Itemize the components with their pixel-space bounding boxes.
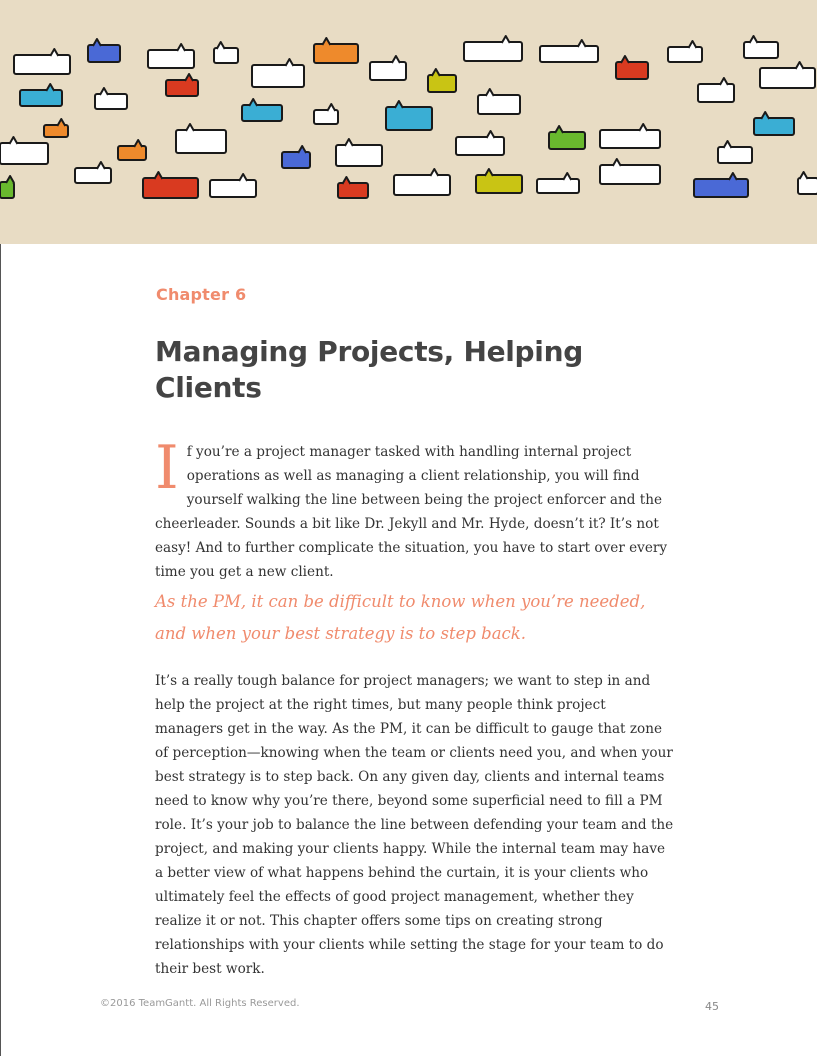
speech-bubble-icon <box>754 112 794 135</box>
speech-bubble-icon <box>668 41 702 62</box>
speech-bubble-icon <box>88 39 120 62</box>
speech-bubble-icon <box>428 69 456 92</box>
speech-bubble-icon <box>75 162 111 183</box>
chapter-label: Chapter 6 <box>156 285 247 304</box>
speech-bubble-icon <box>394 169 450 195</box>
speech-bubble-icon <box>44 119 68 137</box>
speech-bubble-icon <box>718 141 752 163</box>
speech-bubble-icon <box>798 172 817 194</box>
speech-bubble-icon <box>176 124 226 153</box>
page-number: 45 <box>705 1000 719 1013</box>
speech-bubble-icon <box>386 101 432 130</box>
speech-bubble-icon <box>252 59 304 87</box>
page-edge-rule <box>0 244 1 1056</box>
speech-bubble-icon <box>694 173 748 197</box>
speech-bubble-icon <box>0 176 14 198</box>
speech-bubble-icon <box>600 124 660 148</box>
speech-bubble-icon <box>760 62 815 88</box>
speech-bubble-icon <box>210 174 256 197</box>
speech-bubble-icon <box>166 74 198 96</box>
speech-bubble-icon <box>476 169 522 193</box>
body-paragraph: It’s a really tough balance for project managers; we want to step in and help the project at the right times, but many people think project managers get in the way. As the PM, it can be difficult to gauge that zone of perception—knowing when the team or clients need you, and when your best strategy is to step back. On any given day, clients and internal teams need to know why you’re there, beyond some superficial need to fill a PM role. It’s your job to balance the line between defending your team and the project, and making your clients happy. While the internal team may have a better view of what happens behind the curtain, it is your clients who ultimately feel the effects of good project management, whether they realize it or not. This chapter offers some tips on creating strong relationships with your clients while setting the stage for your team to do their best work. <box>155 673 674 977</box>
intro-text: f you’re a project manager tasked with handling internal project operations as well as managing a client relationship, you will find yourself walking the line between being the project enforcer and the cheerleader. Sounds a bit like Dr. Jekyll and Mr. Hyde, doesn’t it? It’s not easy! And to further complicate the situation, you have to start over every time you get a new client. <box>155 444 668 580</box>
speech-bubble-icon <box>95 88 127 109</box>
speech-bubble-icon <box>537 173 579 193</box>
speech-bubble-icon <box>338 177 368 198</box>
speech-bubble-icon <box>148 44 194 68</box>
header-banner <box>0 0 817 244</box>
speech-bubble-icon <box>314 104 338 124</box>
speech-bubble-icon <box>616 56 648 79</box>
speech-bubble-icon <box>314 38 358 63</box>
speech-bubble-icon <box>540 40 598 62</box>
speech-bubble-icon <box>14 49 70 74</box>
intro-paragraph <box>155 433 675 584</box>
drop-cap: I <box>155 433 179 503</box>
speech-bubble-icon <box>600 159 660 184</box>
speech-bubble-icon <box>282 146 310 168</box>
speech-bubble-icon <box>464 36 522 61</box>
speech-bubble-icon <box>143 172 198 198</box>
speech-bubble-icon <box>478 89 520 114</box>
pull-quote: As the PM, it can be difficult to know when you’re needed, and when your best strategy is to step back. <box>155 592 646 643</box>
speech-bubbles-illustration <box>0 0 817 244</box>
chapter-title: Managing Projects, Helping Clients <box>155 335 583 404</box>
speech-bubble-icon <box>456 131 504 155</box>
speech-bubble-icon <box>0 137 48 164</box>
speech-bubble-icon <box>549 126 585 149</box>
speech-bubble-icon <box>118 140 146 160</box>
speech-bubble-icon <box>20 84 62 106</box>
footer-copyright: ©2016 TeamGantt. All Rights Reserved. <box>100 998 300 1009</box>
speech-bubble-icon <box>370 56 406 80</box>
speech-bubble-icon <box>698 78 734 102</box>
speech-bubble-icon <box>242 99 282 121</box>
speech-bubble-icon <box>336 139 382 166</box>
speech-bubble-icon <box>744 36 778 58</box>
speech-bubble-icon <box>214 42 238 63</box>
